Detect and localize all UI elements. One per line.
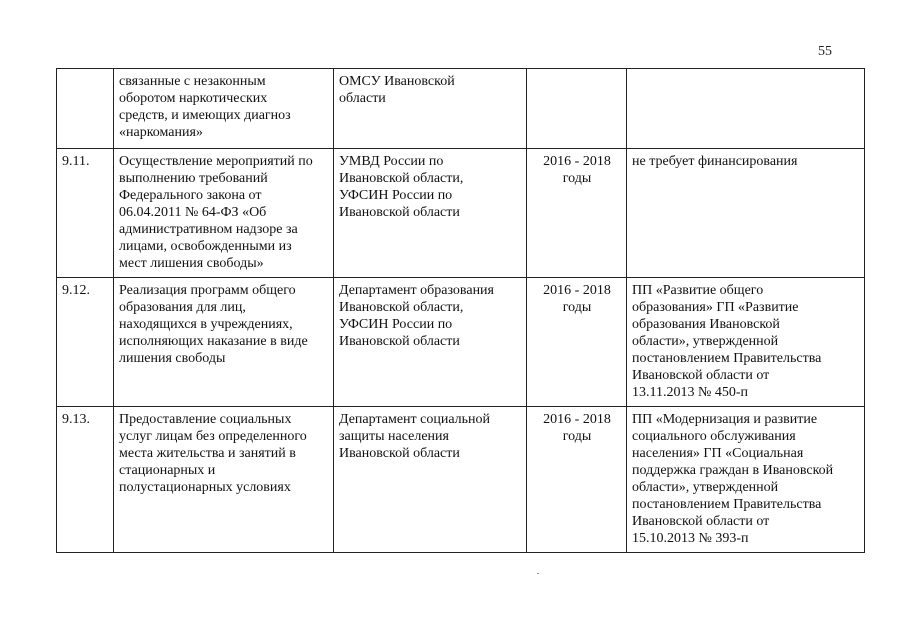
row-number-cell: 9.12. [57, 278, 114, 407]
table-row-continuation [57, 69, 865, 149]
financing-cell: ПП «Модернизация и развитие социального обслуживания населения» ГП «Социальная поддержка граждан в Ивановской области», утвержденной постановлением Правительства Ивановской области от 15.10.2013 № 393-п [627, 407, 865, 553]
measure-description-cell: связанные с незаконным оборотом наркотических средств, и имеющих диагноз «наркомания» [114, 69, 334, 149]
table-row-9-11 [57, 149, 865, 278]
financing-cell [627, 69, 865, 149]
table-row-9-12 [57, 278, 865, 407]
table-row-9-13 [57, 407, 865, 553]
term-cell [527, 69, 627, 149]
term-cell: 2016 - 2018 годы [527, 278, 627, 407]
measure-description-cell: Предоставление социальных услуг лицам без определенного места жительства и занятий в стационарных и полустационарных условиях [114, 407, 334, 553]
term-cell: 2016 - 2018 годы [527, 149, 627, 278]
executors-cell: ОМСУ Ивановской области [334, 69, 527, 149]
row-number-cell: 9.13. [57, 407, 114, 553]
term-cell: 2016 - 2018 годы [527, 407, 627, 553]
executors-cell: УМВД России по Ивановской области, УФСИН России по Ивановской области [334, 149, 527, 278]
financing-cell: не требует финансирования [627, 149, 865, 278]
scan-artifact [537, 573, 539, 574]
row-number-cell: 9.11. [57, 149, 114, 278]
measure-description-cell: Реализация программ общего образования для лиц, находящихся в учреждениях, исполняющих наказание в виде лишения свободы [114, 278, 334, 407]
executors-cell: Департамент социальной защиты населения Ивановской области [334, 407, 527, 553]
row-number-cell [57, 69, 114, 149]
page-number: 55 [818, 44, 832, 59]
financing-cell: ПП «Развитие общего образования» ГП «Развитие образования Ивановской области», утвержденной постановлением Правительства Ивановской области от 13.11.2013 № 450-п [627, 278, 865, 407]
measures-table [56, 68, 865, 553]
measure-description-cell: Осуществление мероприятий по выполнению требований Федерального закона от 06.04.2011 № 64-ФЗ «Об административном надзоре за лицами, освобожденными из мест лишения свободы» [114, 149, 334, 278]
executors-cell: Департамент образования Ивановской области, УФСИН России по Ивановской области [334, 278, 527, 407]
